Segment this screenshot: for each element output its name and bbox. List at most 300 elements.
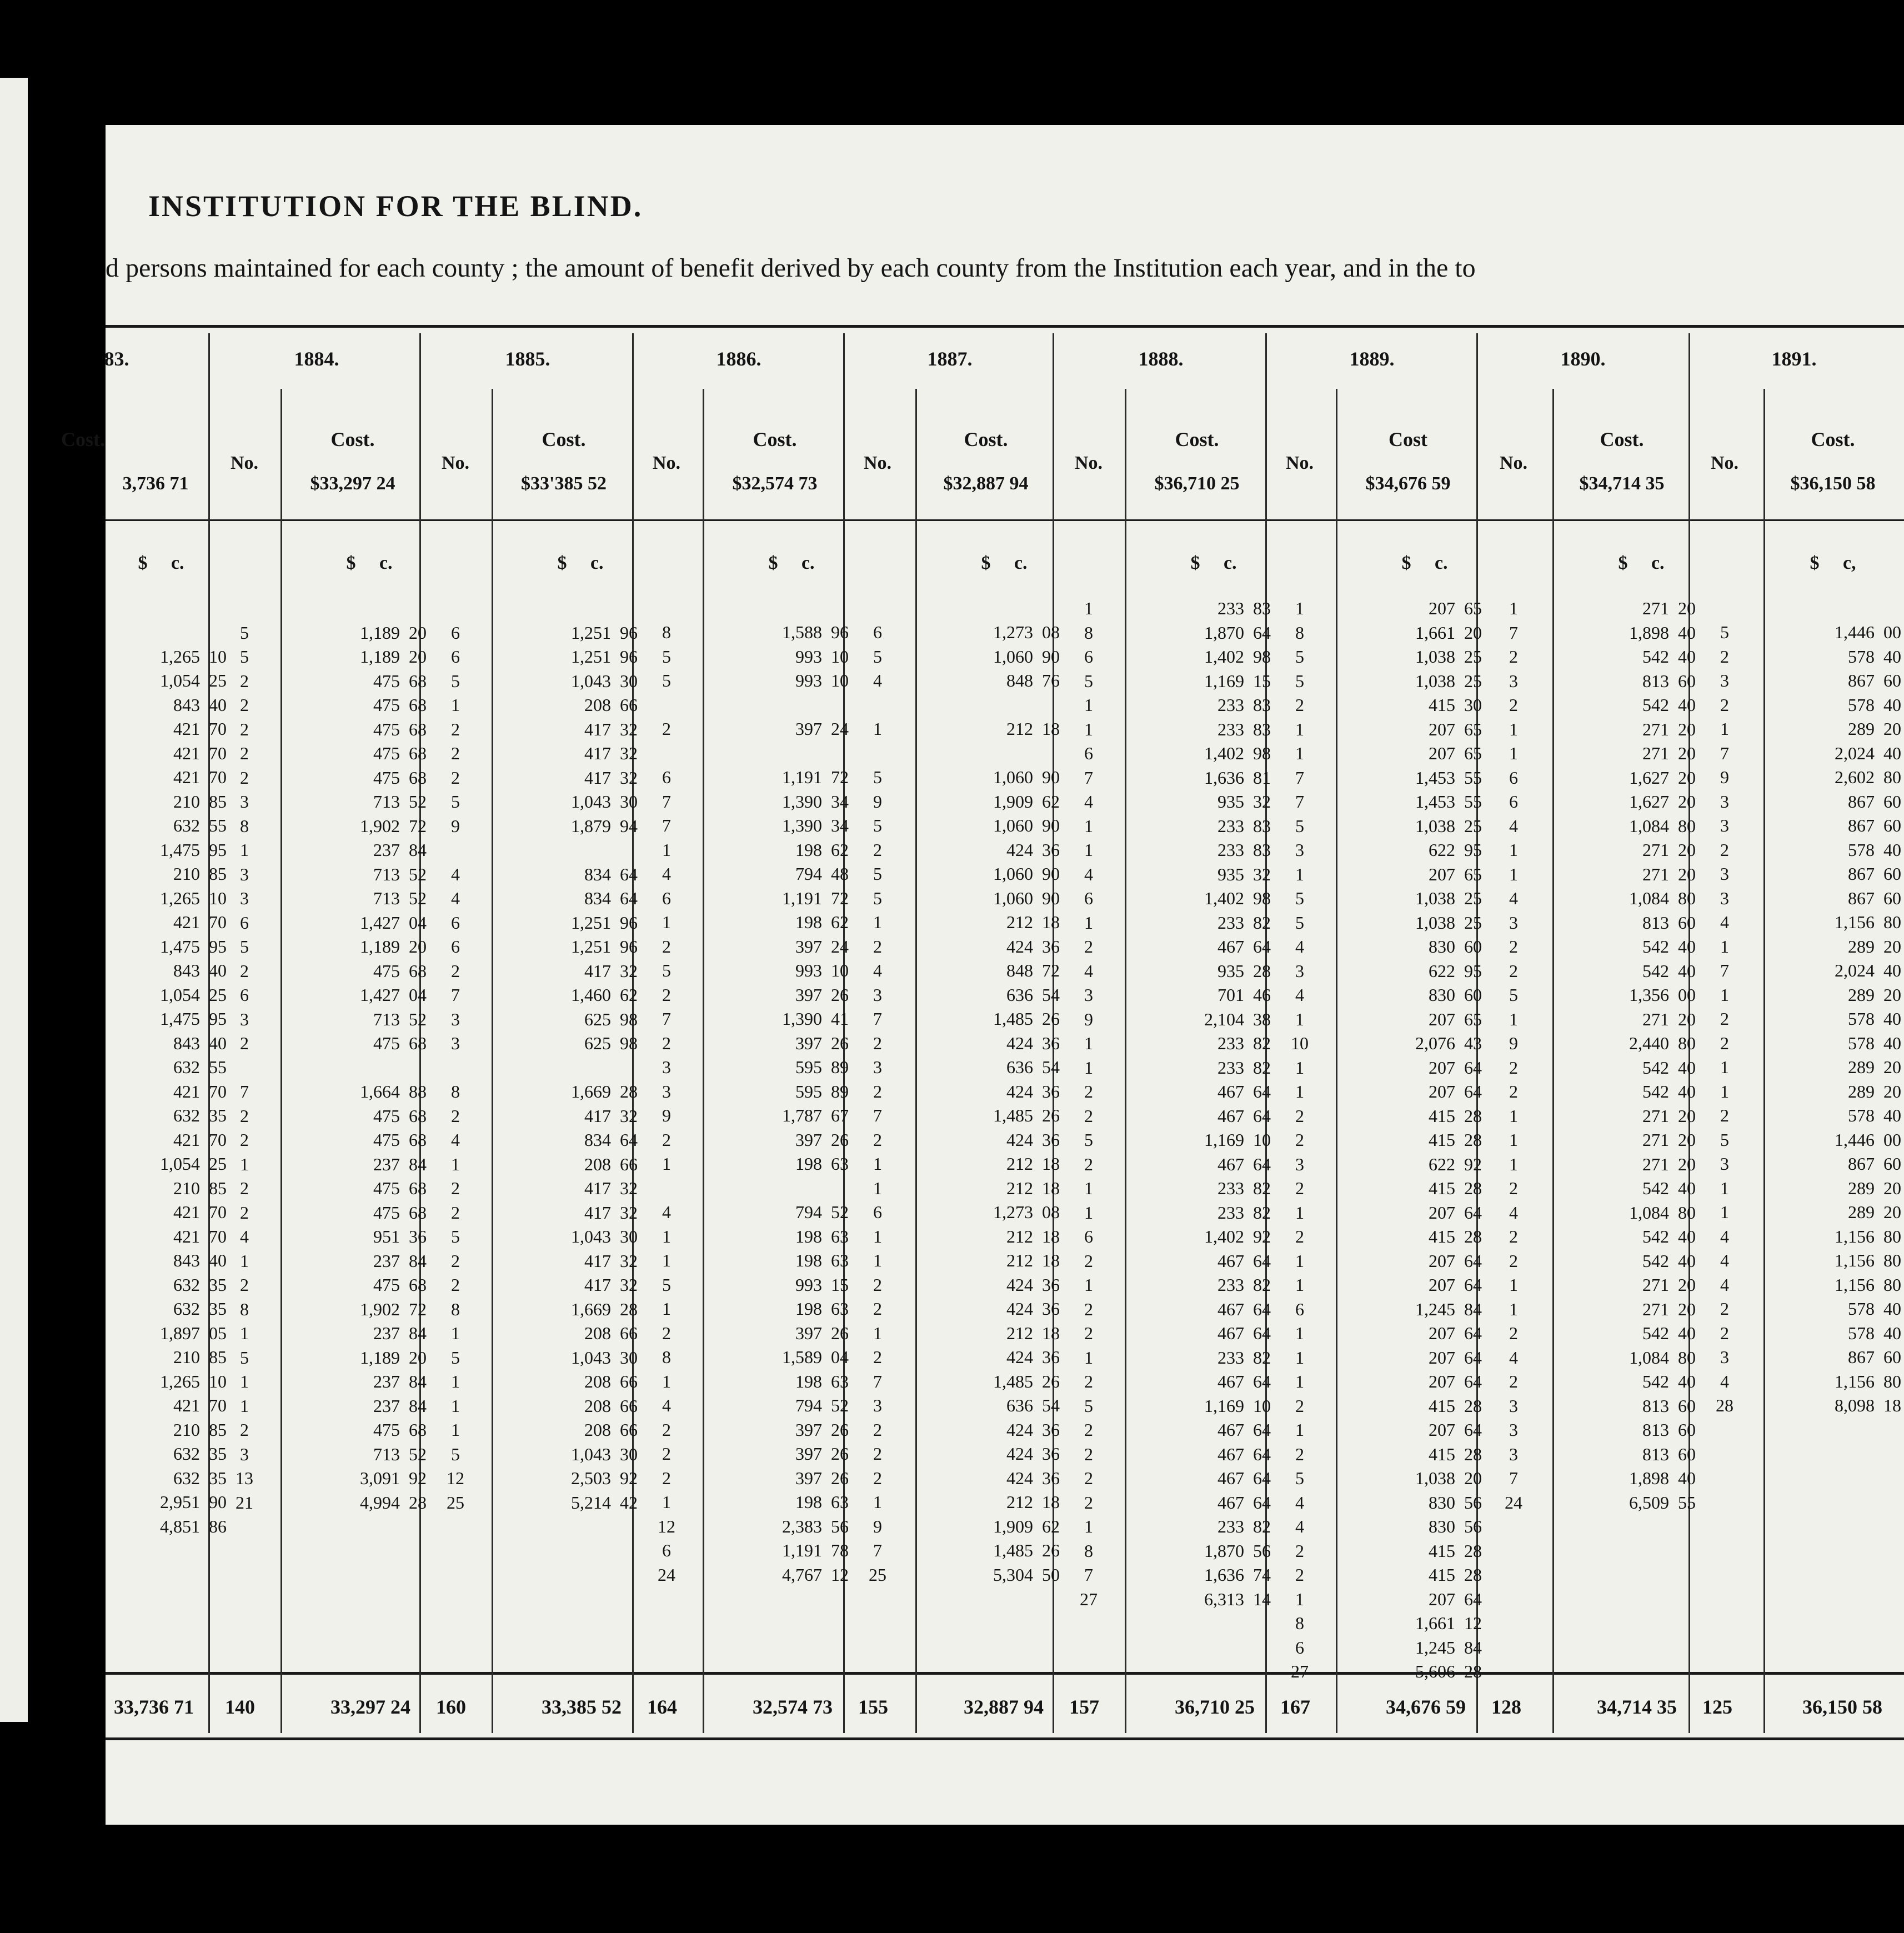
- count-cell: 6: [1509, 792, 1518, 812]
- cost-cents-cell: 40: [209, 960, 227, 980]
- year-header: 1889.: [1349, 348, 1395, 370]
- cost-cents-cell: 78: [831, 1540, 849, 1560]
- count-cell: 8: [451, 1299, 460, 1319]
- cost-cents-cell: 40: [1883, 1009, 1901, 1029]
- count-cell: 3: [1295, 961, 1304, 981]
- count-cell: 3: [662, 1057, 671, 1077]
- cost-dollars-cell: 415: [1429, 1444, 1455, 1464]
- count-cell: 6: [451, 913, 460, 933]
- count-cell: 2: [662, 1323, 671, 1343]
- cost-cents-cell: 48: [831, 864, 849, 884]
- unit-label: [1763, 553, 1902, 574]
- cost-cents-cell: 52: [831, 1395, 849, 1415]
- cost-dollars-cell: 212: [1006, 719, 1033, 739]
- grand-total-cost: 34,714 35: [1597, 1696, 1677, 1718]
- cost-column-header: Cost.: [542, 428, 586, 450]
- count-cell: 4: [1295, 1516, 1304, 1536]
- cost-dollars-cell: 843: [173, 1250, 200, 1270]
- cost-dollars-cell: 233: [1217, 913, 1244, 933]
- cost-dollars-cell: 198: [795, 1492, 822, 1512]
- cost-cents-cell: 36: [1042, 1299, 1060, 1319]
- cost-dollars-cell: 1,870: [1204, 1541, 1244, 1561]
- cost-cents-cell: 64: [1253, 623, 1271, 643]
- grand-total-count: 125: [1702, 1696, 1732, 1718]
- cost-dollars-cell: 1,265: [160, 647, 200, 667]
- count-cell: 5: [240, 937, 249, 957]
- count-cell: 2: [1509, 937, 1518, 957]
- count-cell: 2: [1295, 1396, 1304, 1416]
- cost-cents-cell: 62: [831, 912, 849, 932]
- cost-cents-cell: 20: [1678, 1299, 1696, 1319]
- cost-dollars-cell: 198: [795, 1226, 822, 1246]
- cost-cents-cell: 32: [1253, 864, 1271, 884]
- cost-dollars-cell: 935: [1217, 792, 1244, 812]
- cost-dollars-cell: 467: [1217, 1081, 1244, 1101]
- cost-cents-cell: 04: [409, 913, 427, 933]
- cost-cents-cell: 55: [1464, 792, 1482, 812]
- cost-dollars-cell: 417: [584, 768, 611, 788]
- count-cell: 2: [662, 1033, 671, 1053]
- cost-cents-cell: 20: [1678, 1275, 1696, 1295]
- cost-cents-cell: 18: [1883, 1395, 1901, 1415]
- no-column-header: No.: [863, 453, 892, 473]
- cost-dollars-cell: 1,627: [1629, 768, 1669, 788]
- cost-cents-cell: 56: [1464, 1516, 1482, 1536]
- cost-dollars-cell: 397: [795, 1444, 822, 1464]
- cost-cents-cell: 68: [409, 695, 427, 715]
- count-cell: 27: [1291, 1661, 1309, 1681]
- count-cell: 9: [662, 1105, 671, 1125]
- cost-cents-cell: 40: [209, 1250, 227, 1270]
- cost-dollars-cell: 2,024: [1835, 960, 1875, 980]
- count-cell: 1: [1509, 743, 1518, 763]
- count-cell: 7: [451, 985, 460, 1005]
- count-cell: 8: [240, 816, 249, 836]
- cost-cents-cell: 80: [1678, 1033, 1696, 1053]
- cost-cents-cell: 20: [1678, 1009, 1696, 1029]
- cost-dollars-cell: 233: [1217, 1033, 1244, 1053]
- cost-cents-cell: 83: [1253, 840, 1271, 860]
- dollar-label: $: [346, 553, 356, 573]
- cost-dollars-cell: 1,043: [571, 792, 611, 812]
- cost-dollars-cell: 417: [584, 1106, 611, 1126]
- cost-cents-cell: 84: [409, 1251, 427, 1271]
- count-cell: 4: [873, 670, 882, 690]
- cost-dollars-cell: 1,156: [1835, 912, 1875, 932]
- cost-dollars-cell: 713: [373, 888, 400, 908]
- cost-cents-cell: 18: [1042, 1250, 1060, 1270]
- no-column-header: No.: [441, 453, 470, 473]
- count-cell: 3: [1509, 1444, 1518, 1464]
- cost-cents-cell: 36: [1042, 1444, 1060, 1464]
- count-cell: 2: [873, 1444, 882, 1464]
- cost-dollars-cell: 467: [1217, 1251, 1244, 1271]
- cost-cents-cell: 18: [1042, 1226, 1060, 1246]
- cost-dollars-cell: 1,054: [160, 1154, 200, 1174]
- cost-header-total: $33'385 52: [521, 473, 607, 494]
- page-subtitle: d persons maintained for each county ; the amount of benefit derived by each county from the Institution each year, and in the to: [106, 253, 1476, 283]
- cost-dollars-cell: 1,038: [1415, 913, 1455, 933]
- dollar-label: $: [1401, 553, 1411, 573]
- cost-dollars-cell: 237: [373, 1154, 400, 1174]
- cost-cents-cell: 85: [209, 1178, 227, 1198]
- cost-dollars-cell: 271: [1642, 598, 1669, 618]
- cost-cents-cell: 60: [1883, 888, 1901, 908]
- cost-dollars-cell: 1,273: [993, 1202, 1033, 1222]
- count-cell: 5: [873, 864, 882, 884]
- count-cell: 5: [1084, 1396, 1093, 1416]
- cost-dollars-cell: 794: [795, 1202, 822, 1222]
- cost-cents-cell: 72: [1042, 960, 1060, 980]
- count-cell: 6: [1084, 743, 1093, 763]
- cost-dollars-cell: 867: [1848, 864, 1875, 884]
- cost-cents-cell: 40: [1883, 1105, 1901, 1125]
- cost-dollars-cell: 397: [795, 1323, 822, 1343]
- cost-dollars-cell: 993: [795, 960, 822, 980]
- cost-dollars-cell: 2,076: [1415, 1033, 1455, 1053]
- cost-cents-cell: 70: [209, 1130, 227, 1150]
- count-cell: 6: [873, 1202, 882, 1222]
- cost-dollars-cell: 1,627: [1629, 792, 1669, 812]
- count-cell: 6: [451, 623, 460, 643]
- cost-dollars-cell: 1,060: [993, 864, 1033, 884]
- cost-dollars-cell: 415: [1429, 1178, 1455, 1198]
- count-cell: 1: [662, 912, 671, 932]
- cost-cents-cell: 63: [831, 1154, 849, 1174]
- count-cell: 28: [1716, 1395, 1733, 1415]
- cost-dollars-cell: 424: [1006, 937, 1033, 957]
- count-cell: 6: [1509, 768, 1518, 788]
- grand-total-cost: 33,385 52: [542, 1696, 622, 1718]
- count-cell: 7: [1720, 743, 1729, 763]
- cost-cents-cell: 64: [1253, 937, 1271, 957]
- cost-dollars-cell: 198: [795, 840, 822, 860]
- cost-cents-cell: 55: [209, 815, 227, 835]
- cost-dollars-cell: 1,402: [1204, 888, 1244, 908]
- cost-cents-cell: 55: [209, 1057, 227, 1077]
- cost-cents-cell: 80: [1883, 1250, 1901, 1270]
- count-cell: 6: [662, 1540, 671, 1560]
- cost-dollars-cell: 210: [173, 864, 200, 884]
- cost-dollars-cell: 233: [1217, 695, 1244, 715]
- cost-dollars-cell: 595: [795, 1081, 822, 1101]
- count-cell: 3: [1720, 888, 1729, 908]
- count-cell: 7: [873, 1540, 882, 1560]
- cost-dollars-cell: 475: [373, 1275, 400, 1295]
- cost-cents-cell: 64: [1464, 1420, 1482, 1440]
- count-cell: 2: [873, 1033, 882, 1053]
- cost-dollars-cell: 417: [584, 1275, 611, 1295]
- count-cell: 27: [1080, 1589, 1098, 1609]
- count-cell: 1: [240, 840, 249, 860]
- cost-dollars-cell: 1,084: [1629, 888, 1669, 908]
- cost-dollars-cell: 834: [584, 1130, 611, 1150]
- cost-dollars-cell: 813: [1642, 671, 1669, 691]
- count-cell: 1: [873, 912, 882, 932]
- cost-dollars-cell: 1,191: [782, 888, 822, 908]
- cost-cents-cell: 54: [1042, 985, 1060, 1005]
- cost-dollars-cell: 1,897: [160, 1323, 200, 1343]
- cost-cents-cell: 84: [1464, 1637, 1482, 1657]
- count-cell: 2: [451, 768, 460, 788]
- cost-dollars-cell: 6,313: [1204, 1589, 1244, 1609]
- count-cell: 9: [1509, 1033, 1518, 1053]
- cost-cents-cell: 98: [620, 1009, 638, 1029]
- cost-dollars-cell: 1,038: [1415, 1468, 1455, 1488]
- cost-cents-cell: 20: [1883, 985, 1901, 1005]
- cost-dollars-cell: 1,402: [1204, 1226, 1244, 1246]
- cost-dollars-cell: 198: [795, 1250, 822, 1270]
- cost-dollars-cell: 1,879: [571, 816, 611, 836]
- cost-dollars-cell: 207: [1429, 864, 1455, 884]
- cost-dollars-cell: 1,390: [782, 815, 822, 835]
- cost-cents-cell: 65: [1464, 743, 1482, 763]
- count-cell: 5: [451, 1226, 460, 1246]
- cost-cents-cell: 18: [1042, 912, 1060, 932]
- count-cell: 7: [662, 792, 671, 812]
- grand-total-count: 128: [1491, 1696, 1521, 1718]
- cost-cents-cell: 26: [1042, 1540, 1060, 1560]
- cost-cents-cell: 43: [1464, 1033, 1482, 1053]
- cost-dollars-cell: 1,191: [782, 1540, 822, 1560]
- unit-label: [280, 553, 458, 574]
- cost-cents-cell: 40: [209, 1033, 227, 1053]
- cost-dollars-cell: 813: [1642, 1444, 1669, 1464]
- cost-dollars-cell: 794: [795, 1395, 822, 1415]
- count-cell: 4: [451, 888, 460, 908]
- count-cell: 3: [451, 1009, 460, 1029]
- cost-dollars-cell: 237: [373, 1251, 400, 1271]
- cost-cents-cell: 76: [1042, 670, 1060, 690]
- count-cell: 5: [1509, 985, 1518, 1005]
- cost-dollars-cell: 1,588: [782, 622, 822, 642]
- cost-dollars-cell: 1,245: [1415, 1637, 1455, 1657]
- count-cell: 2: [1295, 695, 1304, 715]
- year-header: 1890.: [1560, 348, 1606, 370]
- cost-cents-cell: 82: [1253, 1058, 1271, 1078]
- cents-label: c,: [1842, 553, 1856, 573]
- cost-dollars-cell: 397: [795, 719, 822, 739]
- cost-cents-cell: 60: [1678, 913, 1696, 933]
- cost-dollars-cell: 212: [1006, 912, 1033, 932]
- cost-dollars-cell: 813: [1642, 913, 1669, 933]
- count-cell: 1: [1295, 1081, 1304, 1101]
- cost-cents-cell: 56: [1253, 1541, 1271, 1561]
- cost-dollars-cell: 625: [584, 1009, 611, 1029]
- cost-dollars-cell: 2,440: [1629, 1033, 1669, 1053]
- cost-cents-cell: 60: [1464, 937, 1482, 957]
- cost-cents-cell: 41: [831, 1009, 849, 1029]
- cost-dollars-cell: 1,453: [1415, 792, 1455, 812]
- cost-cents-cell: 36: [1042, 1130, 1060, 1150]
- cost-cents-cell: 20: [409, 937, 427, 957]
- cost-dollars-cell: 1,084: [1629, 1348, 1669, 1368]
- cost-dollars-cell: 951: [373, 1226, 400, 1246]
- cost-cents-cell: 32: [620, 1203, 638, 1223]
- count-cell: 8: [1084, 1541, 1093, 1561]
- count-cell: 5: [451, 792, 460, 812]
- count-cell: 1: [1509, 1106, 1518, 1126]
- cost-cents-cell: 64: [1464, 1251, 1482, 1271]
- count-cell: 1: [1509, 1009, 1518, 1029]
- count-cell: 2: [1509, 1226, 1518, 1246]
- cost-dollars-cell: 424: [1006, 840, 1033, 860]
- count-cell: 2: [1509, 1251, 1518, 1271]
- cost-dollars-cell: 1,664: [360, 1081, 400, 1101]
- count-cell: 5: [1084, 1130, 1093, 1150]
- count-cell: 7: [873, 1105, 882, 1125]
- cost-cents-cell: 64: [1464, 1371, 1482, 1391]
- cost-dollars-cell: 1,669: [571, 1081, 611, 1101]
- cost-cents-cell: 60: [1883, 815, 1901, 835]
- grand-total-count: 140: [225, 1696, 255, 1718]
- cost-cents-cell: 85: [209, 792, 227, 812]
- cost-cents-cell: 62: [620, 985, 638, 1005]
- cost-dollars-cell: 424: [1006, 1420, 1033, 1440]
- count-cell: 2: [662, 1468, 671, 1488]
- cost-cents-cell: 82: [1253, 1178, 1271, 1198]
- cost-cents-cell: 95: [209, 1009, 227, 1029]
- cost-cents-cell: 64: [1253, 1251, 1271, 1271]
- cost-dollars-cell: 578: [1848, 647, 1875, 667]
- count-cell: 1: [1295, 1323, 1304, 1343]
- count-cell: 4: [1720, 1250, 1729, 1270]
- cost-cents-cell: 00: [1883, 1130, 1901, 1150]
- cost-cents-cell: 20: [1678, 768, 1696, 788]
- count-cell: 4: [1720, 1226, 1729, 1246]
- count-cell: 1: [1509, 719, 1518, 739]
- count-cell: 4: [451, 864, 460, 884]
- count-cell: 1: [662, 1226, 671, 1246]
- cost-dollars-cell: 2,024: [1835, 743, 1875, 763]
- cost-cents-cell: 28: [1464, 1661, 1482, 1681]
- cost-dollars-cell: 1,460: [571, 985, 611, 1005]
- grand-total-cost: 36,710 25: [1175, 1696, 1255, 1718]
- cost-cents-cell: 35: [209, 1468, 227, 1488]
- cost-dollars-cell: 1,169: [1204, 1130, 1244, 1150]
- cost-cents-cell: 82: [1253, 1275, 1271, 1295]
- count-cell: 4: [240, 1226, 249, 1246]
- cost-cents-cell: 18: [1042, 719, 1060, 739]
- count-cell: 2: [1295, 1178, 1304, 1198]
- cost-dollars-cell: 421: [173, 1395, 200, 1415]
- cost-dollars-cell: 415: [1429, 1541, 1455, 1561]
- cost-dollars-cell: 397: [795, 985, 822, 1005]
- count-cell: 2: [1295, 1444, 1304, 1464]
- cost-dollars-cell: 1,265: [160, 1371, 200, 1391]
- cost-dollars-cell: 1,251: [571, 913, 611, 933]
- cost-dollars-cell: 1,446: [1835, 1130, 1875, 1150]
- count-cell: 4: [1295, 985, 1304, 1005]
- count-cell: 2: [873, 937, 882, 957]
- count-cell: 3: [873, 985, 882, 1005]
- cost-dollars-cell: 4,767: [782, 1565, 822, 1585]
- count-cell: 2: [1509, 695, 1518, 715]
- cost-cents-cell: 26: [831, 1033, 849, 1053]
- cost-dollars-cell: 289: [1848, 719, 1875, 739]
- cost-dollars-cell: 1,189: [360, 647, 400, 667]
- unit-label: [1336, 553, 1514, 574]
- cost-cents-cell: 82: [1253, 1033, 1271, 1053]
- count-cell: 5: [1295, 913, 1304, 933]
- cost-dollars-cell: 622: [1429, 961, 1455, 981]
- cost-cents-cell: 80: [1883, 767, 1901, 787]
- cost-cents-cell: 18: [1042, 1492, 1060, 1512]
- count-cell: 2: [1509, 1371, 1518, 1391]
- count-cell: 1: [1084, 816, 1093, 836]
- count-cell: 1: [1720, 937, 1729, 957]
- cost-cents-cell: 36: [1042, 1081, 1060, 1101]
- cost-dollars-cell: 397: [795, 937, 822, 957]
- cost-dollars-cell: 397: [795, 1468, 822, 1488]
- count-cell: 7: [1295, 768, 1304, 788]
- cost-dollars-cell: 1,169: [1204, 671, 1244, 691]
- count-cell: 1: [1295, 1371, 1304, 1391]
- cost-dollars-cell: 212: [1006, 1492, 1033, 1512]
- cost-dollars-cell: 867: [1848, 815, 1875, 835]
- cents-label: c.: [1651, 553, 1665, 573]
- cost-cents-cell: 94: [620, 816, 638, 836]
- cost-cents-cell: 64: [1253, 1154, 1271, 1174]
- count-cell: 6: [240, 913, 249, 933]
- count-cell: 1: [1295, 1275, 1304, 1295]
- cost-dollars-cell: 794: [795, 864, 822, 884]
- cost-cents-cell: 18: [1042, 1323, 1060, 1343]
- count-cell: 3: [240, 792, 249, 812]
- cost-dollars-cell: 198: [795, 1154, 822, 1174]
- cost-cents-cell: 40: [1678, 623, 1696, 643]
- header-top-rule: [106, 325, 1904, 328]
- count-cell: 1: [1084, 913, 1093, 933]
- cost-dollars-cell: 424: [1006, 1081, 1033, 1101]
- cost-cents-cell: 52: [409, 864, 427, 884]
- count-cell: 1: [1295, 743, 1304, 763]
- cost-cents-cell: 88: [409, 1081, 427, 1101]
- cost-header-total: $32,887 94: [943, 473, 1029, 494]
- cost-dollars-cell: 233: [1217, 719, 1244, 739]
- cost-cents-cell: 42: [620, 1493, 638, 1513]
- cents-label: c.: [590, 553, 604, 573]
- cost-dollars-cell: 467: [1217, 1468, 1244, 1488]
- cost-cents-cell: 20: [1883, 1202, 1901, 1222]
- cost-dollars-cell: 4,994: [360, 1493, 400, 1513]
- cost-dollars-cell: 271: [1642, 864, 1669, 884]
- cost-cents-cell: 26: [1042, 1009, 1060, 1029]
- count-cell: 2: [873, 1347, 882, 1367]
- unit-label: [703, 553, 880, 574]
- cost-dollars-cell: 578: [1848, 1033, 1875, 1053]
- cost-cents-cell: 85: [209, 1347, 227, 1367]
- cost-dollars-cell: 1,402: [1204, 647, 1244, 667]
- cost-cents-cell: 18: [1042, 1154, 1060, 1174]
- cost-cents-cell: 80: [1883, 1371, 1901, 1391]
- cost-dollars-cell: 421: [173, 1226, 200, 1246]
- cost-cents-cell: 64: [1464, 1203, 1482, 1223]
- cost-dollars-cell: 207: [1429, 719, 1455, 739]
- cost-cents-cell: 90: [1042, 888, 1060, 908]
- cost-dollars-cell: 3,091: [360, 1468, 400, 1488]
- cost-dollars-cell: 207: [1429, 1251, 1455, 1271]
- cost-dollars-cell: 289: [1848, 985, 1875, 1005]
- cost-cents-cell: 83: [1253, 816, 1271, 836]
- cost-cents-cell: 63: [831, 1250, 849, 1270]
- count-cell: 1: [1084, 1033, 1093, 1053]
- count-cell: 2: [451, 1178, 460, 1198]
- cost-dollars-cell: 207: [1429, 1203, 1455, 1223]
- cost-cents-cell: 25: [1464, 671, 1482, 691]
- count-cell: 7: [1295, 792, 1304, 812]
- cents-label: c.: [801, 553, 815, 573]
